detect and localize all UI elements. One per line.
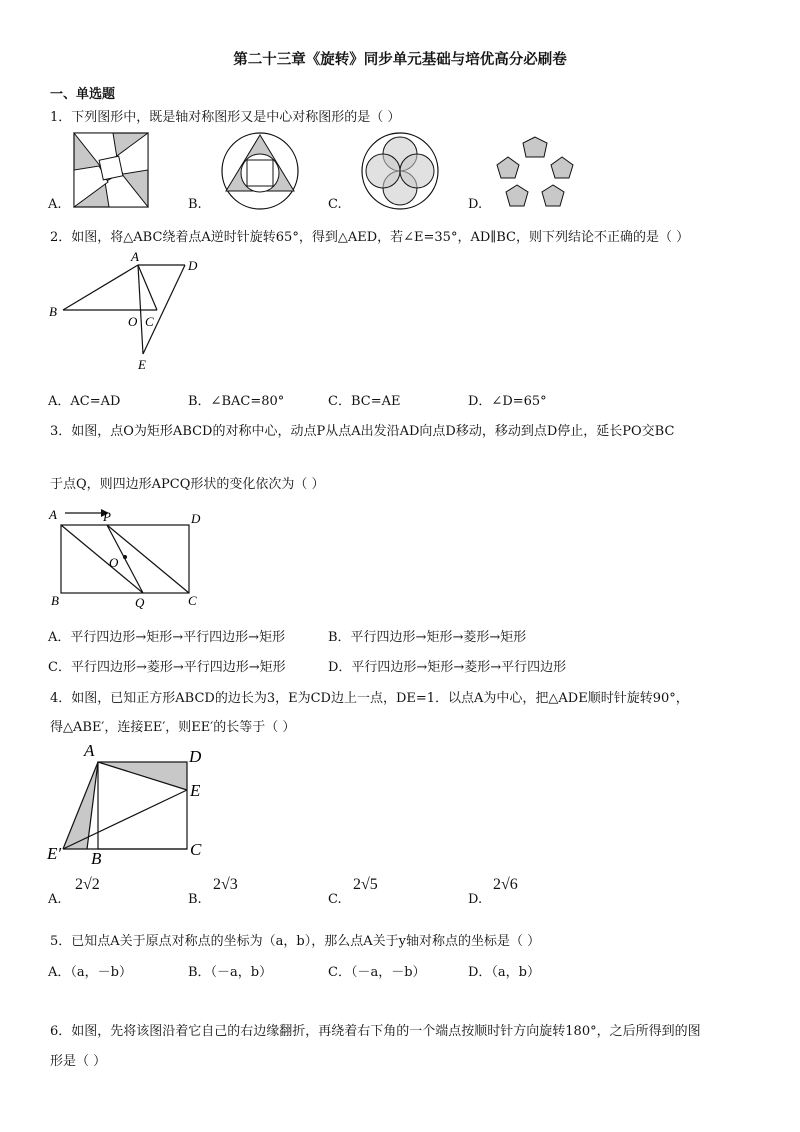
q3-option-b[interactable]: B．平行四边形→矩形→菱形→矩形 — [328, 630, 527, 645]
page-title: 第二十三章《旋转》同步单元基础与培优高分必刷卷 — [233, 52, 567, 68]
q4-option-d[interactable] — [468, 892, 482, 907]
q1-figure-a — [74, 133, 148, 207]
q1-option-c[interactable]: C. — [328, 197, 342, 212]
q4-option-d-letter: D. — [468, 892, 483, 907]
q2-option-a[interactable]: A．AC=AD — [48, 394, 121, 409]
q4-stem-line1: 4．如图，已知正方形ABCD的边长为3，E为CD边上一点，DE=1．以点A为中心，把△ADE顺时针旋转90°， — [50, 691, 689, 706]
q3-label-a: A — [49, 507, 57, 522]
q5-option-d[interactable]: D．（a，b） — [468, 965, 540, 980]
q1-figure-b — [222, 133, 298, 209]
q6-stem-line1: 6．如图，先将该图沿着它自己的右边缘翻折，再绕着右下角的一个端点按顺时针方向旋转180°，之后所得到的图 — [50, 1024, 701, 1039]
q3-stem-line2: 于点Q，则四边形APCQ形状的变化依次为（ ） — [50, 477, 325, 492]
q2-label-e: E — [138, 357, 146, 372]
q2-option-b[interactable]: B．∠BAC=80° — [188, 394, 285, 409]
q4-option-c-letter: C. — [328, 892, 342, 907]
q3-figure — [45, 505, 215, 615]
q5-option-a[interactable]: A．（a，－b） — [48, 965, 132, 980]
q2-label-d: D — [188, 258, 198, 273]
q3-option-a[interactable]: A．平行四边形→矩形→平行四边形→矩形 — [48, 630, 286, 645]
q5-option-c[interactable]: C．（－a，－b） — [328, 965, 426, 980]
q1-option-b[interactable]: B. — [188, 197, 202, 212]
q3-label-q: Q — [135, 595, 145, 610]
q1-figures — [70, 130, 770, 215]
q3-option-c[interactable]: C．平行四边形→菱形→平行四边形→矩形 — [48, 660, 286, 675]
q2-label-a: A — [131, 249, 139, 264]
q4-label-b: B — [91, 849, 102, 868]
q4-stem-line2: 得△ABE′，连接EE′，则EE′的长等于（ ） — [50, 720, 296, 735]
q4-label-e-prime: E′ — [47, 844, 62, 863]
q2-option-d[interactable]: D．∠D=65° — [468, 394, 547, 409]
q5-option-b[interactable]: B．（－a，b） — [188, 965, 273, 980]
q3-stem-line1: 3．如图，点O为矩形ABCD的对称中心，动点P从点A出发沿AD向点D移动，移动到点D停止，延长PO交BC — [50, 424, 675, 439]
q4-option-a[interactable] — [48, 892, 62, 907]
q4-label-d: D — [189, 747, 202, 766]
q2-option-c[interactable]: C．BC=AE — [328, 394, 401, 409]
q1-figure-c — [362, 133, 438, 209]
q4-label-c: C — [190, 840, 202, 859]
q4-option-b-value: 2√3 — [213, 876, 238, 893]
q4-label-a: A — [84, 741, 95, 760]
q1-figure-d — [497, 137, 573, 206]
q6-stem-line2: 形是（ ） — [50, 1054, 107, 1069]
q4-option-c[interactable] — [328, 892, 342, 907]
q1-option-d[interactable]: D. — [468, 197, 483, 212]
q1-option-a[interactable]: A. — [48, 197, 62, 212]
q3-label-p: P — [103, 509, 111, 524]
q2-label-c: C — [145, 314, 154, 329]
q4-option-c-value: 2√5 — [353, 876, 378, 893]
q3-option-d[interactable]: D．平行四边形→矩形→菱形→平行四边形 — [328, 660, 567, 675]
q4-option-b[interactable] — [188, 892, 202, 907]
q5-stem: 5．已知点A关于原点对称点的坐标为（a，b），那么点A关于y轴对称点的坐标是（ ） — [50, 934, 541, 949]
q2-stem: 2．如图，将△ABC绕着点A逆时针旋转65°，得到△AED，若∠E=35°，AD∥BC，则下列结论不正确的是（ ） — [50, 230, 690, 245]
q4-label-e: E — [190, 781, 201, 800]
q1-stem: 1．下列图形中，既是轴对称图形又是中心对称图形的是（ ） — [50, 110, 401, 125]
q3-label-b: B — [51, 593, 59, 608]
q2-label-o: O — [128, 314, 138, 329]
q4-option-a-letter: A. — [48, 892, 62, 907]
q4-option-b-letter: B. — [188, 892, 202, 907]
q4-figure — [45, 738, 225, 873]
q4-option-a-value: 2√2 — [75, 876, 100, 893]
q2-figure — [45, 248, 225, 378]
q4-option-d-value: 2√6 — [493, 876, 518, 893]
q3-label-c: C — [188, 593, 197, 608]
q2-label-b: B — [49, 304, 57, 319]
section-heading: 一、单选题 — [50, 87, 116, 102]
q3-label-d: D — [191, 511, 201, 526]
q3-label-o: O — [109, 555, 119, 570]
